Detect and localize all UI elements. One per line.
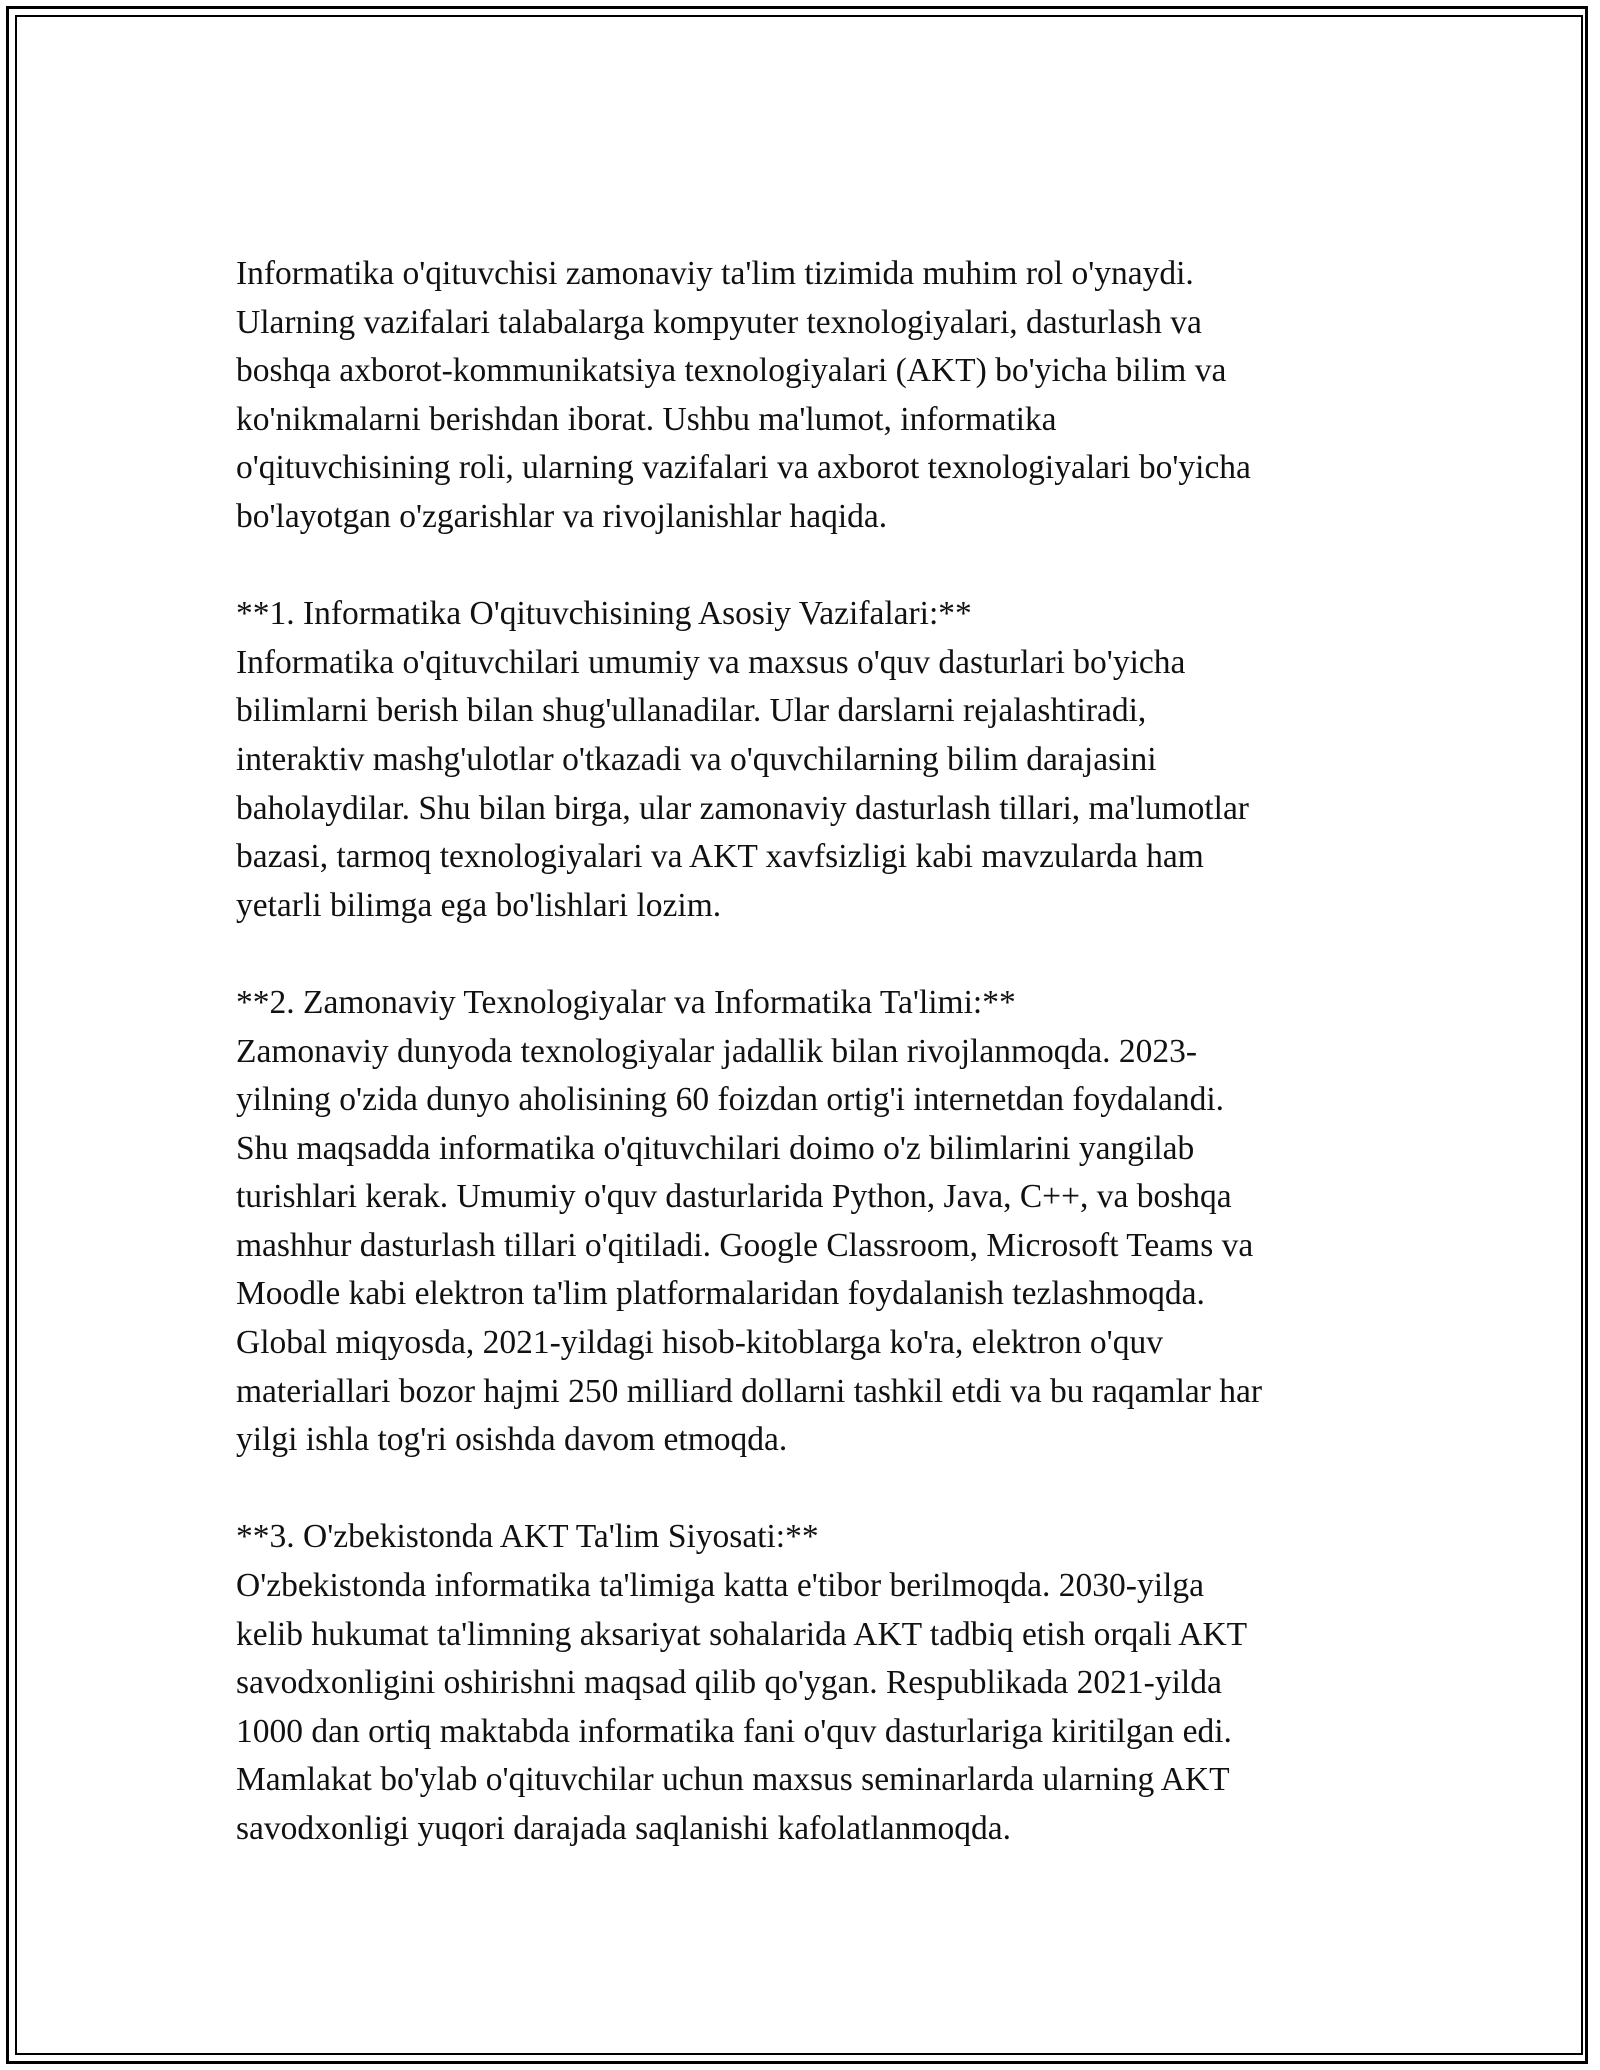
section-2-heading: **2. Zamonaviy Texnologiyalar va Informatika Ta'limi:**	[236, 983, 1016, 1021]
section-3-body: O'zbekistonda informatika ta'limiga katta e'tibor berilmoqda. 2030-yilga kelib hukumat ta'limning aksariyat sohalarida AKT tadbiq etish orqali AKT savodxonligini oshirishni maqsad qilib qo'ygan. Respublikada 2021-yilda 1000 dan ortiq maktabda informatika fani o'quv dasturlariga kiritilgan edi. Mamlakat bo'ylab o'qituvchilar uchun maxsus seminarlarda ularning AKT savodxonligi yuqori darajada saqlanishi kafolatlanmoqda.	[236, 1567, 1248, 1847]
paragraph-spacer	[236, 930, 1366, 979]
intro-paragraph: Informatika o'qituvchisi zamonaviy ta'lim tizimida muhim rol o'ynaydi. Ularning vazifalari talabalarga kompyuter texnologiyalari, dasturlash va boshqa axborot-kommunikatsiya texnologiyalari (AKT) bo'yicha bilim va ko'nikmalarni berishdan iborat. Ushbu ma'lumot, informatika o'qituvchisining roli, ularning vazifalari va axborot texnologiyalari bo'yicha bo'layotgan o'zgarishlar va rivojlanishlar haqida.	[236, 255, 1251, 535]
section-1-body: Informatika o'qituvchilari umumiy va maxsus o'quv dasturlari bo'yicha bilimlarni berish bilan shug'ullanadilar. Ular darslarni rejalashtiradi, interaktiv mashg'ulotlar o'tkazadi va o'quvchilarning bilim darajasini baholaydilar. Shu bilan birga, ular zamonaviy dasturlash tillari, ma'lumotlar bazasi, tarmoq texnologiyalari va AKT xavfsizligi kabi mavzularda ham yetarli bilimga ega bo'lishlari lozim.	[236, 643, 1249, 924]
section-3-heading: **3. O'zbekistonda AKT Ta'lim Siyosati:**	[236, 1518, 819, 1556]
document-body	[236, 250, 1366, 1854]
section-2-body: Zamonaviy dunyoda texnologiyalar jadallik bilan rivojlanmoqda. 2023- yilning o'zida dunyo aholisining 60 foizdan ortig'i internetdan foydalandi. Shu maqsadda informatika o'qituvchilari doimo o'z bilimlarini yangilab turishlari kerak. Umumiy o'quv dasturlarida Python, Java, C++, va boshqa mashhur dasturlash tillari o'qitiladi. Google Classroom, Microsoft Teams va Moodle kabi elektron ta'lim platformalaridan foydalanish tezlashmoqda. Global miqyosda, 2021-yildagi hisob-kitoblarga ko'ra, elektron o'quv materiallari bozor hajmi 250 milliard dollarni tashkil etdi va bu raqamlar har yilgi ishla tog'ri osishda davom etmoqda.	[236, 1032, 1263, 1459]
section-1-heading: **1. Informatika O'qituvchisining Asosiy Vazifalari:**	[236, 595, 972, 633]
paragraph-spacer	[236, 1465, 1366, 1514]
paragraph-spacer	[236, 542, 1366, 591]
